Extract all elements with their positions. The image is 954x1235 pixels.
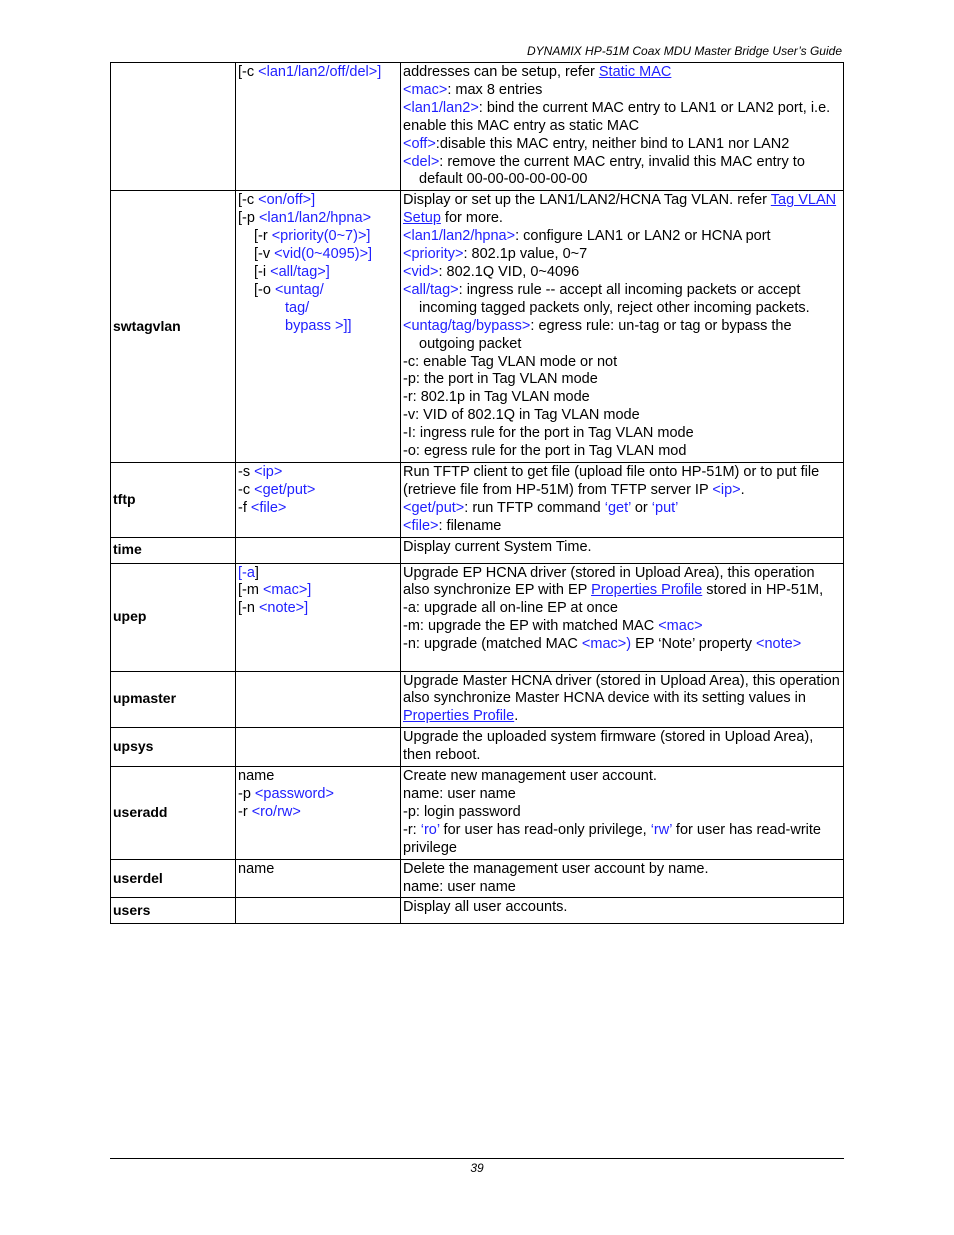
params-cell bbox=[236, 728, 401, 767]
params-cell: [-a] [-m <mac>] [-n <note>] bbox=[236, 563, 401, 671]
command-name-upsys: upsys bbox=[111, 728, 236, 767]
params-cell bbox=[236, 537, 401, 563]
description-cell: Delete the management user account by name. name: user name bbox=[401, 859, 844, 898]
description-cell: Display all user accounts. bbox=[401, 898, 844, 924]
tag-vlan-setup-link[interactable]: Tag VLAN Setup bbox=[403, 192, 837, 227]
params-cell bbox=[236, 898, 401, 924]
params-cell: -s <ip> -c <get/put> -f <file> bbox=[236, 462, 401, 537]
description-cell: Display or set up the LAN1/LAN2/HCNA Tag VLAN. refer Tag VLAN Setup for more. <lan1/lan2/hpna>: configure LAN1 or LAN2 or HCNA port <priority>: 802.1p value, 0~7 <vid>: 802.1Q VID, 0~4096 <all/tag>: ingress rule -- accept all incoming packets or accept incoming tagged packets only, reject other incoming packets. <untag/tag/bypass>: egress rule: un-tag or tag or bypass the outgoing packet -c: enable Tag VLAN mode or not -p: the port in Tag VLAN mode -r: 802.1p in Tag VLAN mode -v: VID of 802.1Q in Tag VLAN mode -I: ingress rule for the port in Tag VLAN mode -o: egress rule for the port in Tag VLAN mod bbox=[401, 191, 844, 463]
command-name-cell bbox=[111, 63, 236, 191]
table-row bbox=[111, 728, 844, 767]
running-header: DYNAMIX HP-51M Coax MDU Master Bridge User’s Guide bbox=[527, 44, 842, 58]
table-row bbox=[111, 859, 844, 898]
table-row bbox=[111, 898, 844, 924]
description-cell: Upgrade Master HCNA driver (stored in Upload Area), this operation also synchronize Master HCNA device with its setting values in Properties Profile. bbox=[401, 671, 844, 728]
description-cell: Create new management user account. name: user name -p: login password -r: ‘ro’ for user has read-only privilege, ‘rw’ for user has read-write privilege bbox=[401, 767, 844, 860]
table-row bbox=[111, 191, 844, 463]
params-cell: [-c <lan1/lan2/off/del>] bbox=[236, 63, 401, 191]
table-row bbox=[111, 767, 844, 860]
command-name-users: users bbox=[111, 898, 236, 924]
description-cell: Run TFTP client to get file (upload file onto HP-51M) or to put file (retrieve file from HP-51M) from TFTP server IP <ip>. <get/put>: run TFTP command ‘get’ or ‘put’ <file>: filename bbox=[401, 462, 844, 537]
description-cell: Upgrade the uploaded system firmware (stored in Upload Area), then reboot. bbox=[401, 728, 844, 767]
table-row bbox=[111, 63, 844, 191]
params-cell: name bbox=[236, 859, 401, 898]
table-row bbox=[111, 563, 844, 671]
footer-divider bbox=[110, 1158, 844, 1159]
command-name-tftp: tftp bbox=[111, 462, 236, 537]
command-name-swtagvlan: swtagvlan bbox=[111, 191, 236, 463]
description-cell: Display current System Time. bbox=[401, 537, 844, 563]
params-cell: name -p <password> -r <ro/rw> bbox=[236, 767, 401, 860]
command-name-useradd: useradd bbox=[111, 767, 236, 860]
static-mac-link[interactable]: Static MAC bbox=[598, 64, 672, 80]
params-cell: [-c <on/off>] [-p <lan1/lan2/hpna> [-r <priority(0~7)>] [-v <vid(0~4095)>] [-i <all/tag>] [-o <untag/ tag/ bypass >]] bbox=[236, 191, 401, 463]
table-row bbox=[111, 671, 844, 728]
command-name-userdel: userdel bbox=[111, 859, 236, 898]
command-table bbox=[110, 62, 844, 924]
command-name-upmaster: upmaster bbox=[111, 671, 236, 728]
command-name-time: time bbox=[111, 537, 236, 563]
table-row bbox=[111, 462, 844, 537]
properties-profile-link[interactable]: Properties Profile bbox=[403, 708, 515, 725]
command-name-upep: upep bbox=[111, 563, 236, 671]
table-row bbox=[111, 537, 844, 563]
properties-profile-link[interactable]: Properties Profile bbox=[591, 582, 703, 599]
page-number: 39 bbox=[470, 1161, 484, 1175]
description-cell: addresses can be setup, refer Static MAC <mac>: max 8 entries <lan1/lan2>: bind the current MAC entry to LAN1 or LAN2 port, i.e. enable this MAC entry as static MAC <off>:disable this MAC entry, neither bind to LAN1 nor LAN2 <del>: remove the current MAC entry, invalid this MAC entry to default 00-00-00-00-00-00 bbox=[401, 63, 844, 191]
params-cell bbox=[236, 671, 401, 728]
description-cell: Upgrade EP HCNA driver (stored in Upload Area), this operation also synchronize EP with EP Properties Profile stored in HP-51M, -a: upgrade all on-line EP at once -m: upgrade the EP with matched MAC <mac> -n: upgrade (matched MAC <mac>) EP ‘Note’ property <note> bbox=[401, 563, 844, 671]
